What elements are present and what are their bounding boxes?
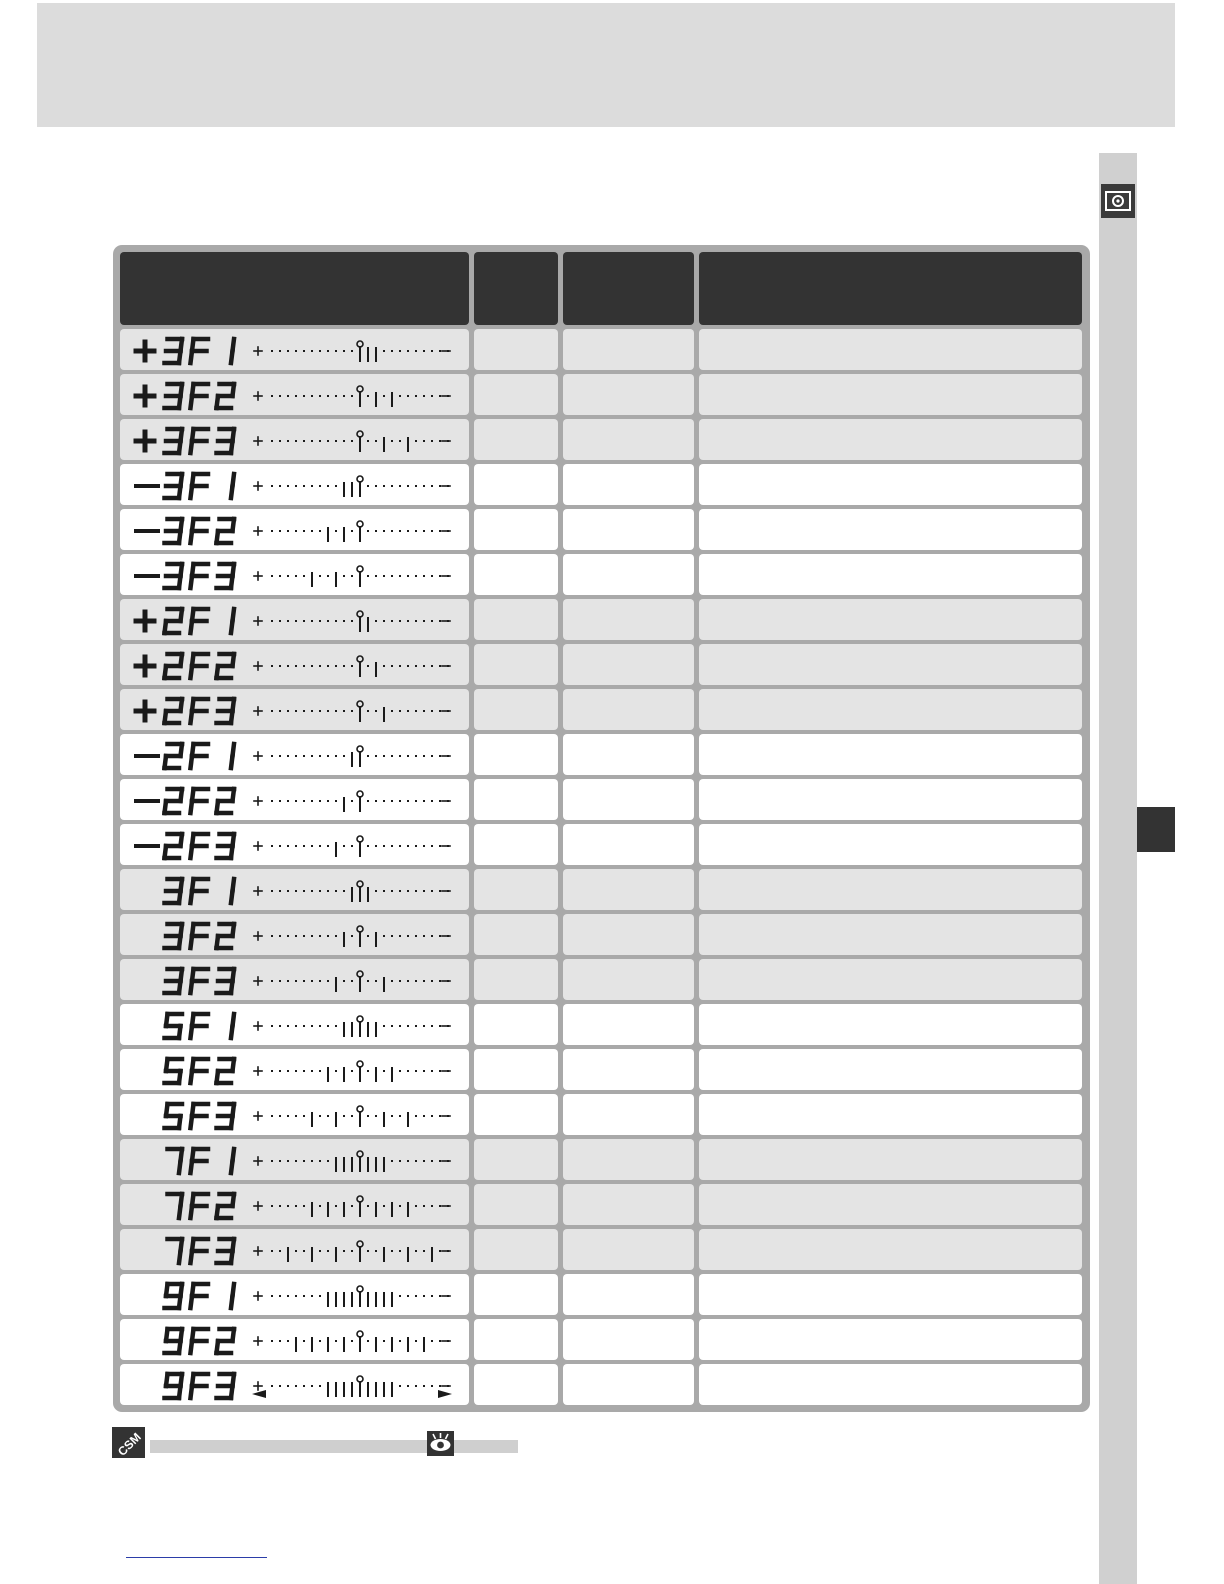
table-cell bbox=[563, 464, 694, 505]
table-cell bbox=[474, 509, 558, 550]
exposure-meter bbox=[252, 607, 456, 635]
table-cell bbox=[563, 1319, 694, 1360]
table-cell bbox=[563, 1184, 694, 1225]
display-cell bbox=[120, 1274, 469, 1315]
csm-icon bbox=[112, 1427, 145, 1458]
display-cell bbox=[120, 824, 469, 865]
table-cell bbox=[563, 599, 694, 640]
display-code bbox=[130, 919, 248, 953]
table-cell bbox=[563, 734, 694, 775]
display-cell bbox=[120, 689, 469, 730]
table-cell bbox=[563, 1229, 694, 1270]
display-cell bbox=[120, 1139, 469, 1180]
table-cell bbox=[563, 1139, 694, 1180]
table-cell bbox=[563, 374, 694, 415]
display-code bbox=[130, 514, 248, 548]
exposure-meter bbox=[252, 697, 456, 725]
display-code bbox=[130, 559, 248, 593]
exposure-meter bbox=[252, 1237, 456, 1265]
display-code bbox=[130, 829, 248, 863]
table-cell bbox=[563, 689, 694, 730]
exposure-meter bbox=[252, 742, 456, 770]
table-cell bbox=[699, 1229, 1082, 1270]
exposure-meter bbox=[252, 1282, 456, 1310]
exposure-meter bbox=[252, 967, 456, 995]
display-cell bbox=[120, 959, 469, 1000]
table-cell bbox=[474, 824, 558, 865]
table-cell bbox=[474, 599, 558, 640]
footer-rule bbox=[454, 1440, 518, 1453]
table-cell bbox=[474, 1049, 558, 1090]
eye-icon bbox=[427, 1431, 454, 1456]
display-code bbox=[130, 784, 248, 818]
exposure-meter bbox=[252, 1102, 456, 1130]
display-code bbox=[130, 604, 248, 638]
display-code bbox=[130, 1369, 248, 1403]
table-cell bbox=[563, 1364, 694, 1405]
display-cell bbox=[120, 1229, 469, 1270]
table-cell bbox=[474, 419, 558, 460]
table-cell bbox=[563, 869, 694, 910]
display-cell bbox=[120, 509, 469, 550]
display-code bbox=[130, 1054, 248, 1088]
table-cell bbox=[474, 869, 558, 910]
display-code bbox=[130, 379, 248, 413]
table-cell bbox=[699, 1094, 1082, 1135]
display-cell bbox=[120, 1319, 469, 1360]
display-code bbox=[130, 1324, 248, 1358]
table-cell bbox=[699, 959, 1082, 1000]
chapter-side-strip bbox=[1099, 153, 1137, 1584]
table-cell bbox=[699, 329, 1082, 370]
display-cell bbox=[120, 869, 469, 910]
chapter-tab-marker[interactable] bbox=[1137, 807, 1175, 852]
display-code bbox=[130, 649, 248, 683]
table-cell bbox=[699, 554, 1082, 595]
table-cell bbox=[699, 914, 1082, 955]
table-cell bbox=[699, 509, 1082, 550]
exposure-meter bbox=[252, 427, 456, 455]
display-code bbox=[130, 874, 248, 908]
exposure-meter bbox=[252, 517, 456, 545]
table-cell bbox=[474, 959, 558, 1000]
display-code bbox=[130, 424, 248, 458]
table-cell bbox=[474, 464, 558, 505]
table-cell bbox=[474, 329, 558, 370]
display-cell bbox=[120, 554, 469, 595]
table-cell bbox=[699, 599, 1082, 640]
table-cell bbox=[699, 644, 1082, 685]
table-cell bbox=[474, 554, 558, 595]
table-cell bbox=[563, 779, 694, 820]
table-cell bbox=[563, 419, 694, 460]
table-cell bbox=[563, 329, 694, 370]
table-cell bbox=[474, 1094, 558, 1135]
table-cell bbox=[563, 1004, 694, 1045]
table-header-cell bbox=[699, 252, 1082, 325]
exposure-meter bbox=[252, 472, 456, 500]
table-cell bbox=[699, 1184, 1082, 1225]
table-cell bbox=[474, 1319, 558, 1360]
table-cell bbox=[699, 734, 1082, 775]
table-cell bbox=[474, 689, 558, 730]
display-code bbox=[130, 334, 248, 368]
display-cell bbox=[120, 914, 469, 955]
table-cell bbox=[563, 1094, 694, 1135]
table-cell bbox=[563, 824, 694, 865]
table-cell bbox=[563, 914, 694, 955]
display-code bbox=[130, 1234, 248, 1268]
table-cell bbox=[474, 1229, 558, 1270]
table-cell bbox=[699, 1274, 1082, 1315]
table-cell bbox=[699, 374, 1082, 415]
table-cell bbox=[699, 464, 1082, 505]
exposure-meter bbox=[252, 1372, 456, 1400]
display-cell bbox=[120, 644, 469, 685]
table-cell bbox=[699, 779, 1082, 820]
exposure-meter bbox=[252, 1012, 456, 1040]
display-cell bbox=[120, 1184, 469, 1225]
display-code bbox=[130, 469, 248, 503]
exposure-meter bbox=[252, 922, 456, 950]
table-cell bbox=[699, 1004, 1082, 1045]
display-cell bbox=[120, 1004, 469, 1045]
table-cell bbox=[699, 1049, 1082, 1090]
table-header-cell bbox=[563, 252, 694, 325]
display-cell bbox=[120, 1364, 469, 1405]
exposure-meter bbox=[252, 337, 456, 365]
exposure-meter bbox=[252, 562, 456, 590]
svg-text:CSM: CSM bbox=[115, 1430, 144, 1458]
table-cell bbox=[474, 1274, 558, 1315]
exposure-meter bbox=[252, 1147, 456, 1175]
table-cell bbox=[474, 644, 558, 685]
table-header-cell bbox=[120, 252, 469, 325]
table-cell bbox=[474, 1184, 558, 1225]
table-header-cell bbox=[474, 252, 558, 325]
table-cell bbox=[699, 1364, 1082, 1405]
footer-rule bbox=[150, 1440, 427, 1453]
display-cell bbox=[120, 464, 469, 505]
display-cell bbox=[120, 779, 469, 820]
table-cell bbox=[474, 1004, 558, 1045]
exposure-meter bbox=[252, 652, 456, 680]
display-cell bbox=[120, 1094, 469, 1135]
table-cell bbox=[563, 1049, 694, 1090]
display-cell bbox=[120, 419, 469, 460]
display-cell bbox=[120, 599, 469, 640]
table-cell bbox=[474, 1139, 558, 1180]
display-cell bbox=[120, 1049, 469, 1090]
table-cell bbox=[563, 1274, 694, 1315]
table-cell bbox=[699, 419, 1082, 460]
exposure-meter bbox=[252, 1327, 456, 1355]
display-cell bbox=[120, 734, 469, 775]
metering-icon bbox=[1101, 184, 1135, 218]
table-cell bbox=[699, 689, 1082, 730]
display-code bbox=[130, 964, 248, 998]
display-code bbox=[130, 1279, 248, 1313]
table-cell bbox=[474, 914, 558, 955]
table-cell bbox=[563, 959, 694, 1000]
display-cell bbox=[120, 374, 469, 415]
exposure-meter bbox=[252, 787, 456, 815]
table-cell bbox=[474, 374, 558, 415]
exposure-meter bbox=[252, 877, 456, 905]
exposure-meter bbox=[252, 1057, 456, 1085]
table-cell bbox=[699, 1139, 1082, 1180]
table-cell bbox=[474, 1364, 558, 1405]
page-link-underline[interactable] bbox=[126, 1557, 267, 1558]
table-cell bbox=[699, 824, 1082, 865]
table-cell bbox=[699, 1319, 1082, 1360]
table-cell bbox=[699, 869, 1082, 910]
chapter-header-band bbox=[37, 3, 1175, 127]
table-cell bbox=[563, 554, 694, 595]
display-code bbox=[130, 1009, 248, 1043]
display-code bbox=[130, 1189, 248, 1223]
table-cell bbox=[563, 509, 694, 550]
display-code bbox=[130, 739, 248, 773]
display-code bbox=[130, 1099, 248, 1133]
display-code bbox=[130, 1144, 248, 1178]
exposure-meter bbox=[252, 1192, 456, 1220]
table-cell bbox=[563, 644, 694, 685]
table-cell bbox=[474, 779, 558, 820]
exposure-meter bbox=[252, 832, 456, 860]
display-cell bbox=[120, 329, 469, 370]
exposure-meter bbox=[252, 382, 456, 410]
display-code bbox=[130, 694, 248, 728]
table-cell bbox=[474, 734, 558, 775]
